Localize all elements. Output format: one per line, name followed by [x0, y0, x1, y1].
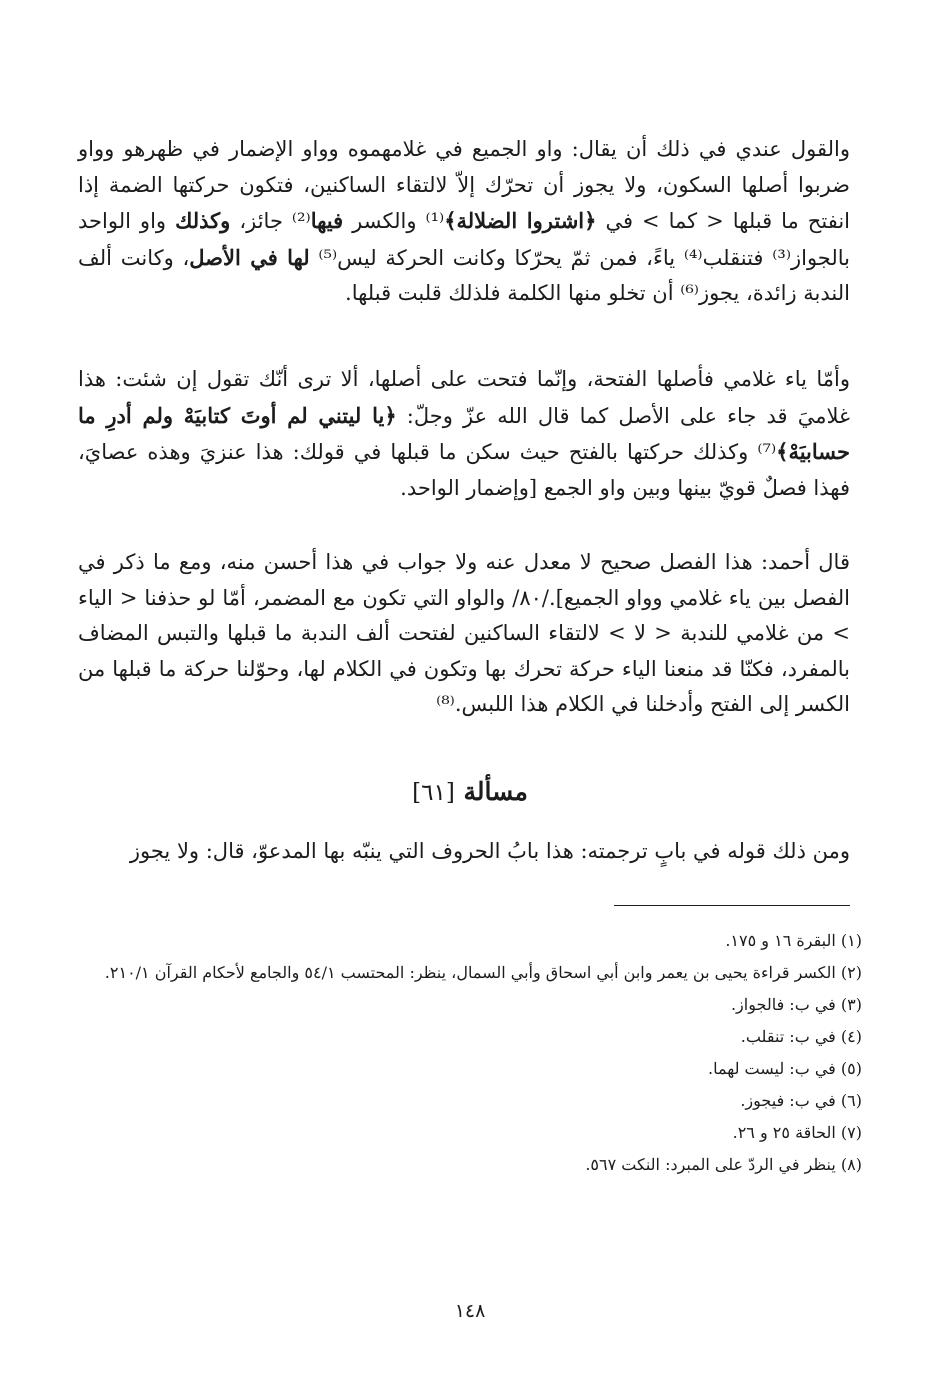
body-paragraph-3: [78, 545, 850, 723]
paragraph-segment: والقول عندي في ذلك أن يقال: واو الجميع في غلامهموه وواو الإضمار في ظهرهو وواو ضربوا أصلها السكون، ولا يجوز أن تحرّك إلاّ لالتقاء الساكنين، فتكون حركتها الضمة إذا انفتح ما قبلها < كما > في: [78, 137, 850, 233]
footnote-4: (٤) في ب: تنقلب.: [740, 1027, 862, 1046]
quran-quote: ﴿اشتروا الضلالة﴾: [444, 208, 597, 233]
footnote-6: (٦) في ب: فيجوز.: [740, 1091, 862, 1110]
quran-quote: ﴿يا ليتني لم أوتَ كتابيَهْ ولم أدرِ ما حسابيَهْ﴾: [78, 402, 850, 464]
footnotes-list: [78, 925, 862, 1181]
paragraph-segment: ⁽¹⁾ والكسر: [343, 209, 445, 233]
heading-label: مسألة: [463, 777, 528, 806]
footnote-1: (١) البقرة ١٦ و ١٧٥.: [725, 931, 862, 950]
footnote-8: (٨) ينظر في الردّ على المبرد: النكت ٥٦٧.: [585, 1155, 862, 1174]
emphasis-text: فيها: [310, 208, 344, 233]
heading-number: [٦١]: [412, 780, 455, 806]
paragraph-segment: ⁽⁷⁾ وكذلك حركتها بالفتح حيث سكن ما قبلها في قولك: هذا عنزيَ وهذه عصايَ، فهذا فصلٌ قويّ بينها وبين واو الجمع [وإضمار الواحد.: [78, 440, 850, 500]
footnote-2: (٢) الكسر قراءة يحيى بن يعمر وابن أبي اسحاق وأبي السمال، ينظر: المحتسب ٥٤/١ والجامع لأحكام القرآن ٢١٠/١.: [104, 963, 862, 982]
footnote-7: (٧) الحاقة ٢٥ و ٢٦.: [732, 1123, 862, 1142]
body-paragraph-1: [78, 132, 850, 312]
footnote-separator: [614, 905, 850, 906]
emphasis-text: لها في الأصل: [189, 244, 310, 270]
footnote-3: (٣) في ب: فالجواز.: [730, 995, 862, 1014]
emphasis-text: وكذلك: [175, 208, 231, 233]
section-heading: [0, 772, 940, 813]
paragraph-segment: واو الواحد بالجواز⁽³⁾ فتنقلب⁽⁴⁾ ياءً، فمن ثمّ يحرّكا وكانت الحركة ليس⁽⁵⁾: [78, 209, 850, 270]
paragraph-segment: وأمّا ياء غلامي فأصلها الفتحة، وإنّما فتحت على أصلها، ألا ترى أنّك تقول إن شئت: هذا غلاميَ قد جاء على الأصل كما قال الله عزّ وجلّ:: [78, 367, 850, 428]
footnote-5: (٥) في ب: ليست لهما.: [707, 1059, 862, 1078]
paragraph-segment: قال أحمد: هذا الفصل صحيح لا معدل عنه ولا جواب في هذا أحسن منه، ومع ما ذكر في الفصل بين ياء غلامي وواو الجميع]./٨٠/ والواو التي تكون مع المضمر، أمّا لو حذفنا < الياء > من غلامي للندبة < لا > لالتقاء الساكنين لفتحت ألف الندبة ما قبلها والتبس المضاف بالمفرد، فكنّا قد منعنا الياء حركة تحرك بها وتكون في الكلام لها، وحوّلنا حركة ما قبلها من الكسر إلى الفتح وأدخلنا في الكلام هذا اللبس.⁽⁸⁾: [78, 550, 850, 716]
body-paragraph-2: [78, 362, 850, 506]
paragraph-segment: ومن ذلك قوله في بابٍ ترجمته: هذا بابُ الحروف التي ينبّه بها المدعوّ، قال: ولا يجوز: [129, 839, 850, 863]
body-paragraph-4: [78, 834, 850, 870]
paragraph-segment: ، وكانت ألف الندبة زائدة، يجوز⁽⁶⁾ أن تخلو منها الكلمة فلذلك قلبت قبلها.: [78, 245, 850, 305]
paragraph-segment: ⁽²⁾ جائز،: [230, 209, 311, 233]
page-number: ١٤٨: [454, 1300, 486, 1322]
